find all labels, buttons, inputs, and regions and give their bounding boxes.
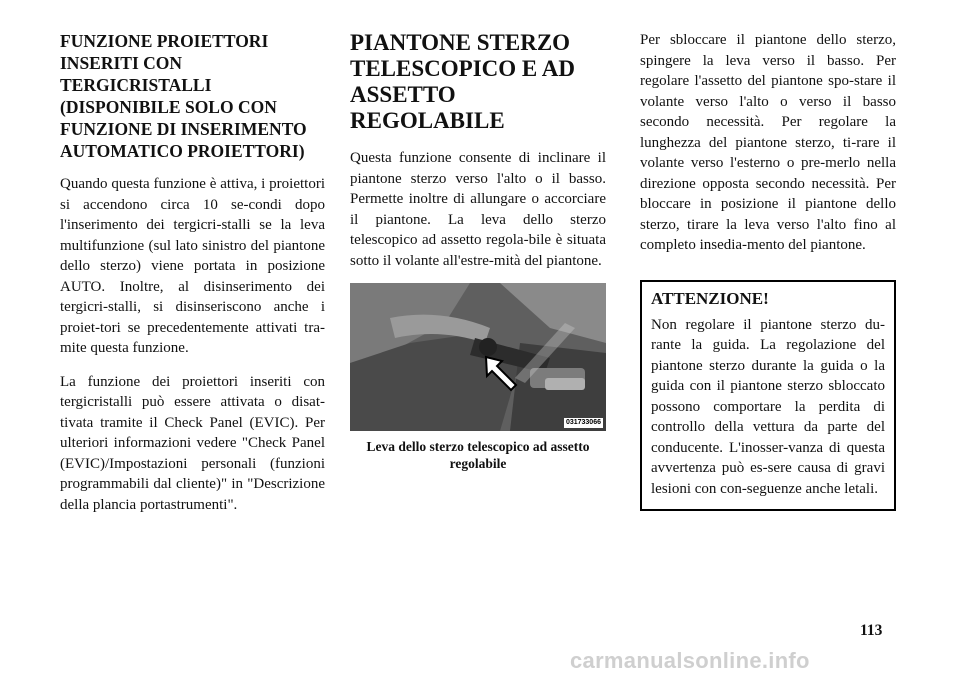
figure-caption: Leva dello sterzo telescopico ad assetto regolabile	[366, 439, 590, 471]
warning-box	[640, 280, 896, 512]
paragraph-steering-column-1: Questa funzione consente di inclinare il piantone sterzo verso l'alto o il basso. Permette inoltre di allungare o accorciare il piantone. La leva dello sterzo telescopico ad assetto regola-bile è situata sotto il volante all'estre-mità del piantone.	[350, 150, 606, 269]
section-heading-steering-column: PIANTONE STERZO TELESCOPICO E AD ASSETTO REGOLABILE	[350, 30, 575, 133]
section-heading-headlights-wipers: FUNZIONE PROIETTORI INSERITI CON TERGICRISTALLI (DISPONIBILE SOLO CON FUNZIONE DI INSERIMENTO AUTOMATICO PROIETTORI)	[60, 31, 307, 161]
warning-title: ATTENZIONE!	[651, 288, 769, 308]
figure-code: 031733066	[565, 419, 601, 426]
page-number: 113	[860, 622, 883, 639]
right-column	[640, 30, 896, 511]
middle-column	[350, 30, 606, 472]
arrow-icon	[482, 353, 522, 393]
steering-lever-photo	[350, 283, 606, 431]
paragraph-steering-column-2: Per sbloccare il piantone dello sterzo, spingere la leva verso il basso. Per regolare l'assetto del piantone spo-stare il volante verso l'alto o verso il basso secondo necessità. Per regolare la lunghezza del piantone sterzo, ti-rare il volante verso l'esterno o pre-merlo nella direzione opposta secondo necessità. Per bloccare in posizione il piantone dello sterzo, tirare la leva verso l'alto fino al completo insedia-mento del piantone.	[640, 32, 896, 253]
steering-lever-illustration	[350, 283, 606, 431]
left-column	[60, 30, 325, 515]
warning-text: Non regolare il piantone sterzo du-rante la guida. La regolazione del piantone sterzo durante la guida o la guida con il piantone sterzo sbloccato possono comportare la perdita di controllo della vettura da parte del conducente. L'inosser-vanza di questa avvertenza può es-sere causa di gravi lesioni con con-seguenze anche letali.	[651, 316, 885, 497]
paragraph-headlights-2: La funzione dei proiettori inseriti con tergicristalli può essere attivata o disat-tivata tramite il Check Panel (EVIC). Per ulteriori informazioni vedere "Check Panel (EVIC)/Impostazioni personali (funzioni programmabili dal cliente)" in "Descrizione della plancia portastrumenti".	[60, 373, 325, 513]
watermark: carmanualsonline.info	[570, 648, 810, 673]
paragraph-headlights-1: Quando questa funzione è attiva, i proiettori si accendono circa 10 se-condi dopo l'inserimento dei tergicri-stalli se la leva multifunzione (sul lato sinistro del piantone dello sterzo) viene portata in posizione AUTO. Inoltre, al disinserimento dei tergicri-stalli, si disinseriscono anche i proiet-tori se precedentemente attivati tra-mite questa funzione.	[60, 176, 325, 356]
